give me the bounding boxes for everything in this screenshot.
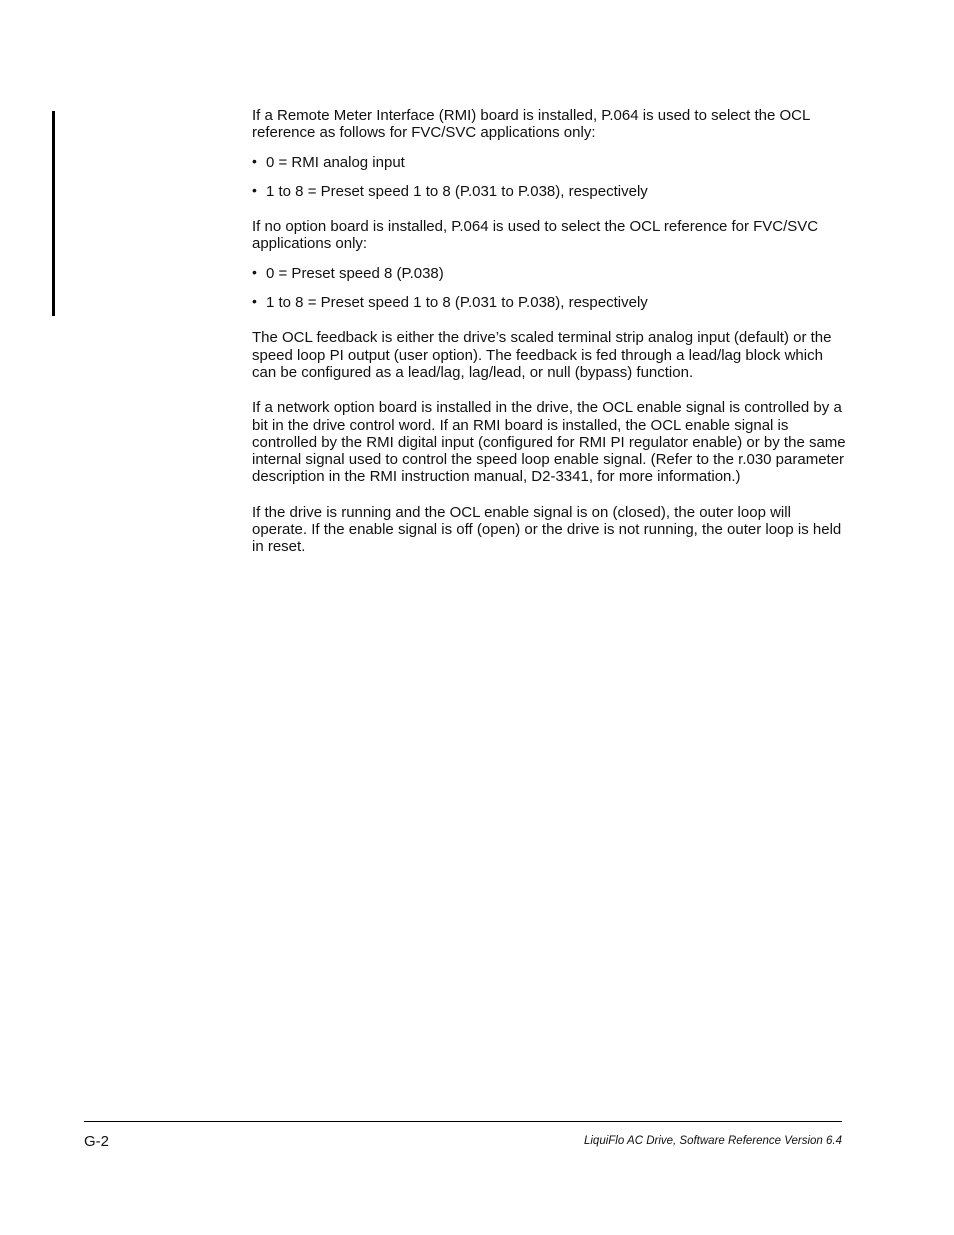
bullet-icon: • [252,293,257,310]
list-item-text: 1 to 8 = Preset speed 1 to 8 (P.031 to P.038), respectively [266,294,648,312]
paragraph-no-option-board: If no option board is installed, P.064 is used to select the OCL reference for FVC/SVC applications only: [252,218,819,253]
page-body [252,107,847,556]
bullet-icon: • [252,152,257,169]
list-item-text: 0 = Preset speed 8 (P.038) [266,264,444,282]
footer-document-title: LiquiFlo AC Drive, Software Reference Version 6.4 [583,1135,842,1147]
paragraph-ocl-enable: If a network option board is installed in the drive, the OCL enable signal is controlled by a bit in the drive control word. If an RMI board is installed, the OCL enable signal is controlled by the RMI digital input (configured for RMI PI regulator enable) or by the same internal signal used to control the speed loop enable signal. (Refer to the r.030 parameter description in the RMI instruction manual, D2-3341, for more information.) [252,399,846,486]
footer-divider [84,1121,842,1122]
list-item [252,183,847,200]
revision-change-bar [52,111,55,316]
bullet-icon: • [252,181,257,198]
paragraph-rmi-reference: If a Remote Meter Interface (RMI) board is installed, P.064 is used to select the OCL reference as follows for FVC/SVC applications only: [252,107,810,142]
paragraph-ocl-feedback: The OCL feedback is either the drive’s scaled terminal strip analog input (default) or the speed loop PI output (user option). The feedback is fed through a lead/lag block which can be configured as a lead/lag, lag/lead, or null (bypass) function. [252,329,832,381]
list-item-text: 0 = RMI analog input [266,153,405,171]
list-item [252,265,847,282]
list-item [252,154,847,171]
bullet-icon: • [252,263,257,280]
list-item-text: 1 to 8 = Preset speed 1 to 8 (P.031 to P.038), respectively [266,182,648,200]
list-item [252,294,847,311]
rmi-reference-list [252,154,847,201]
no-option-board-list [252,265,847,312]
paragraph-outer-loop-operation: If the drive is running and the OCL enable signal is on (closed), the outer loop will operate. If the enable signal is off (open) or the drive is not running, the outer loop is held in reset. [252,503,842,556]
page-number: G-2 [84,1133,110,1150]
